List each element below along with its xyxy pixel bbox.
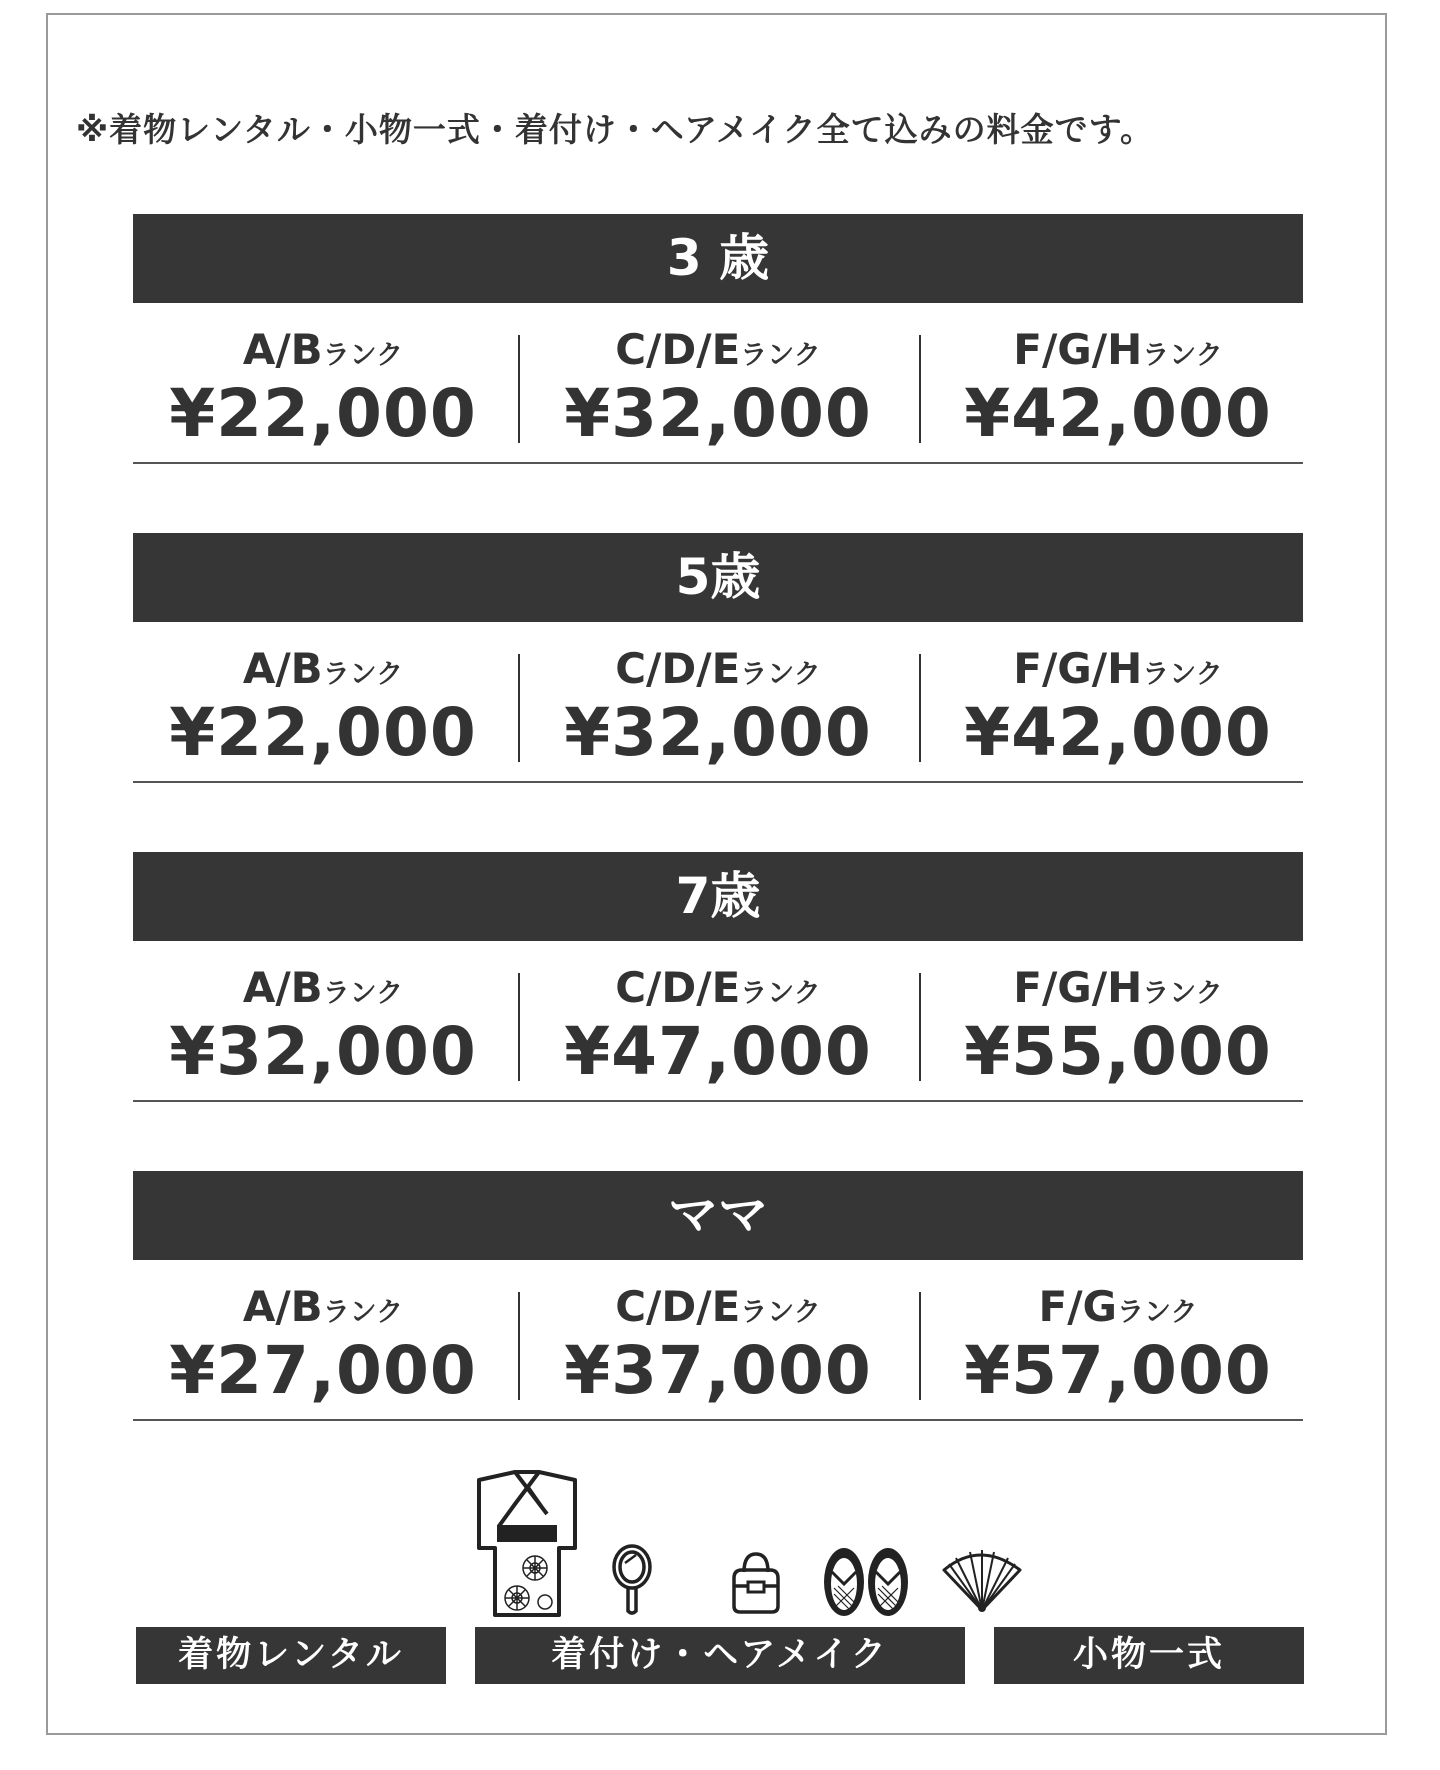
tier-rank-suffix: ランク bbox=[322, 978, 404, 1009]
tier-rank-letters: F/G/H bbox=[1013, 325, 1143, 374]
tier-rank-letters: A/B bbox=[242, 963, 323, 1012]
section-age-3 bbox=[133, 214, 1303, 466]
section-title: 7歳 bbox=[133, 852, 1303, 941]
tier-row bbox=[133, 1260, 1303, 1421]
tier-rank-suffix: ランク bbox=[322, 659, 404, 690]
column-divider bbox=[518, 1292, 520, 1400]
label-dressing-hairmake: 着付け・ヘアメイク bbox=[475, 1627, 965, 1684]
tier-rank-suffix: ランク bbox=[1142, 659, 1223, 690]
column-divider bbox=[518, 654, 520, 762]
tier-price: ¥32,000 bbox=[564, 375, 872, 452]
tier-rank-suffix: ランク bbox=[740, 659, 821, 690]
tier-price: ¥57,000 bbox=[964, 1332, 1272, 1409]
tier-rank-letters: C/D/E bbox=[615, 325, 741, 374]
tier-price: ¥22,000 bbox=[169, 694, 477, 771]
included-items-icons bbox=[470, 1470, 1030, 1620]
column-divider bbox=[919, 654, 921, 762]
tier-rank-suffix: ランク bbox=[1142, 340, 1223, 371]
tier-ab bbox=[133, 303, 513, 452]
tier-price: ¥42,000 bbox=[964, 694, 1272, 771]
tier-ab bbox=[133, 622, 513, 771]
tier-price: ¥32,000 bbox=[564, 694, 872, 771]
tier-rank-suffix: ランク bbox=[322, 1297, 404, 1328]
kimono-icon bbox=[475, 1470, 579, 1617]
tier-rank-letters: C/D/E bbox=[615, 644, 741, 693]
tier-ab bbox=[133, 1260, 513, 1409]
tier-ab bbox=[133, 941, 513, 1090]
label-kimono-rental: 着物レンタル bbox=[136, 1627, 446, 1684]
folding-fan-icon bbox=[940, 1546, 1024, 1614]
tier-price: ¥47,000 bbox=[564, 1013, 872, 1090]
tier-fgh bbox=[928, 622, 1308, 771]
tier-cde bbox=[528, 941, 908, 1090]
column-divider bbox=[919, 335, 921, 443]
zori-sandals-icon bbox=[822, 1546, 910, 1618]
tier-cde bbox=[528, 1260, 908, 1409]
tier-rank-suffix: ランク bbox=[322, 340, 404, 371]
tier-row bbox=[133, 622, 1303, 783]
tier-price: ¥37,000 bbox=[564, 1332, 872, 1409]
tier-fgh bbox=[928, 941, 1308, 1090]
tier-fg bbox=[928, 1260, 1308, 1409]
tier-price: ¥42,000 bbox=[964, 375, 1272, 452]
column-divider bbox=[518, 973, 520, 1081]
tier-rank-letters: C/D/E bbox=[615, 1282, 741, 1331]
tier-rank-letters: A/B bbox=[242, 1282, 323, 1331]
column-divider bbox=[919, 973, 921, 1081]
price-notice: ※着物レンタル・小物一式・着付け・ヘアメイク全て込みの料金です。 bbox=[76, 110, 1155, 149]
tier-rank-suffix: ランク bbox=[740, 1297, 821, 1328]
tier-rank-suffix: ランク bbox=[1142, 978, 1223, 1009]
tier-rank-letters: F/G bbox=[1038, 1282, 1118, 1331]
tier-price: ¥22,000 bbox=[169, 375, 477, 452]
tier-row bbox=[133, 941, 1303, 1102]
tier-rank-suffix: ランク bbox=[740, 978, 821, 1009]
tier-cde bbox=[528, 303, 908, 452]
section-title: 5歳 bbox=[133, 533, 1303, 622]
tier-rank-letters: A/B bbox=[242, 644, 323, 693]
section-title: 3 歳 bbox=[133, 214, 1303, 303]
column-divider bbox=[518, 335, 520, 443]
tier-rank-letters: C/D/E bbox=[615, 963, 741, 1012]
tier-rank-letters: F/G/H bbox=[1013, 963, 1143, 1012]
label-accessories-set: 小物一式 bbox=[994, 1627, 1304, 1684]
tier-rank-suffix: ランク bbox=[1117, 1297, 1198, 1328]
handbag-icon bbox=[728, 1550, 784, 1614]
hand-mirror-icon bbox=[610, 1543, 654, 1617]
column-divider bbox=[919, 1292, 921, 1400]
section-age-5 bbox=[133, 533, 1303, 785]
tier-price: ¥55,000 bbox=[964, 1013, 1272, 1090]
tier-price: ¥32,000 bbox=[169, 1013, 477, 1090]
tier-rank-letters: F/G/H bbox=[1013, 644, 1143, 693]
tier-fgh bbox=[928, 303, 1308, 452]
tier-cde bbox=[528, 622, 908, 771]
section-mama bbox=[133, 1171, 1303, 1423]
tier-row bbox=[133, 303, 1303, 464]
section-age-7 bbox=[133, 852, 1303, 1104]
tier-price: ¥27,000 bbox=[169, 1332, 477, 1409]
section-title: ママ bbox=[133, 1171, 1303, 1260]
tier-rank-letters: A/B bbox=[242, 325, 323, 374]
tier-rank-suffix: ランク bbox=[740, 340, 821, 371]
